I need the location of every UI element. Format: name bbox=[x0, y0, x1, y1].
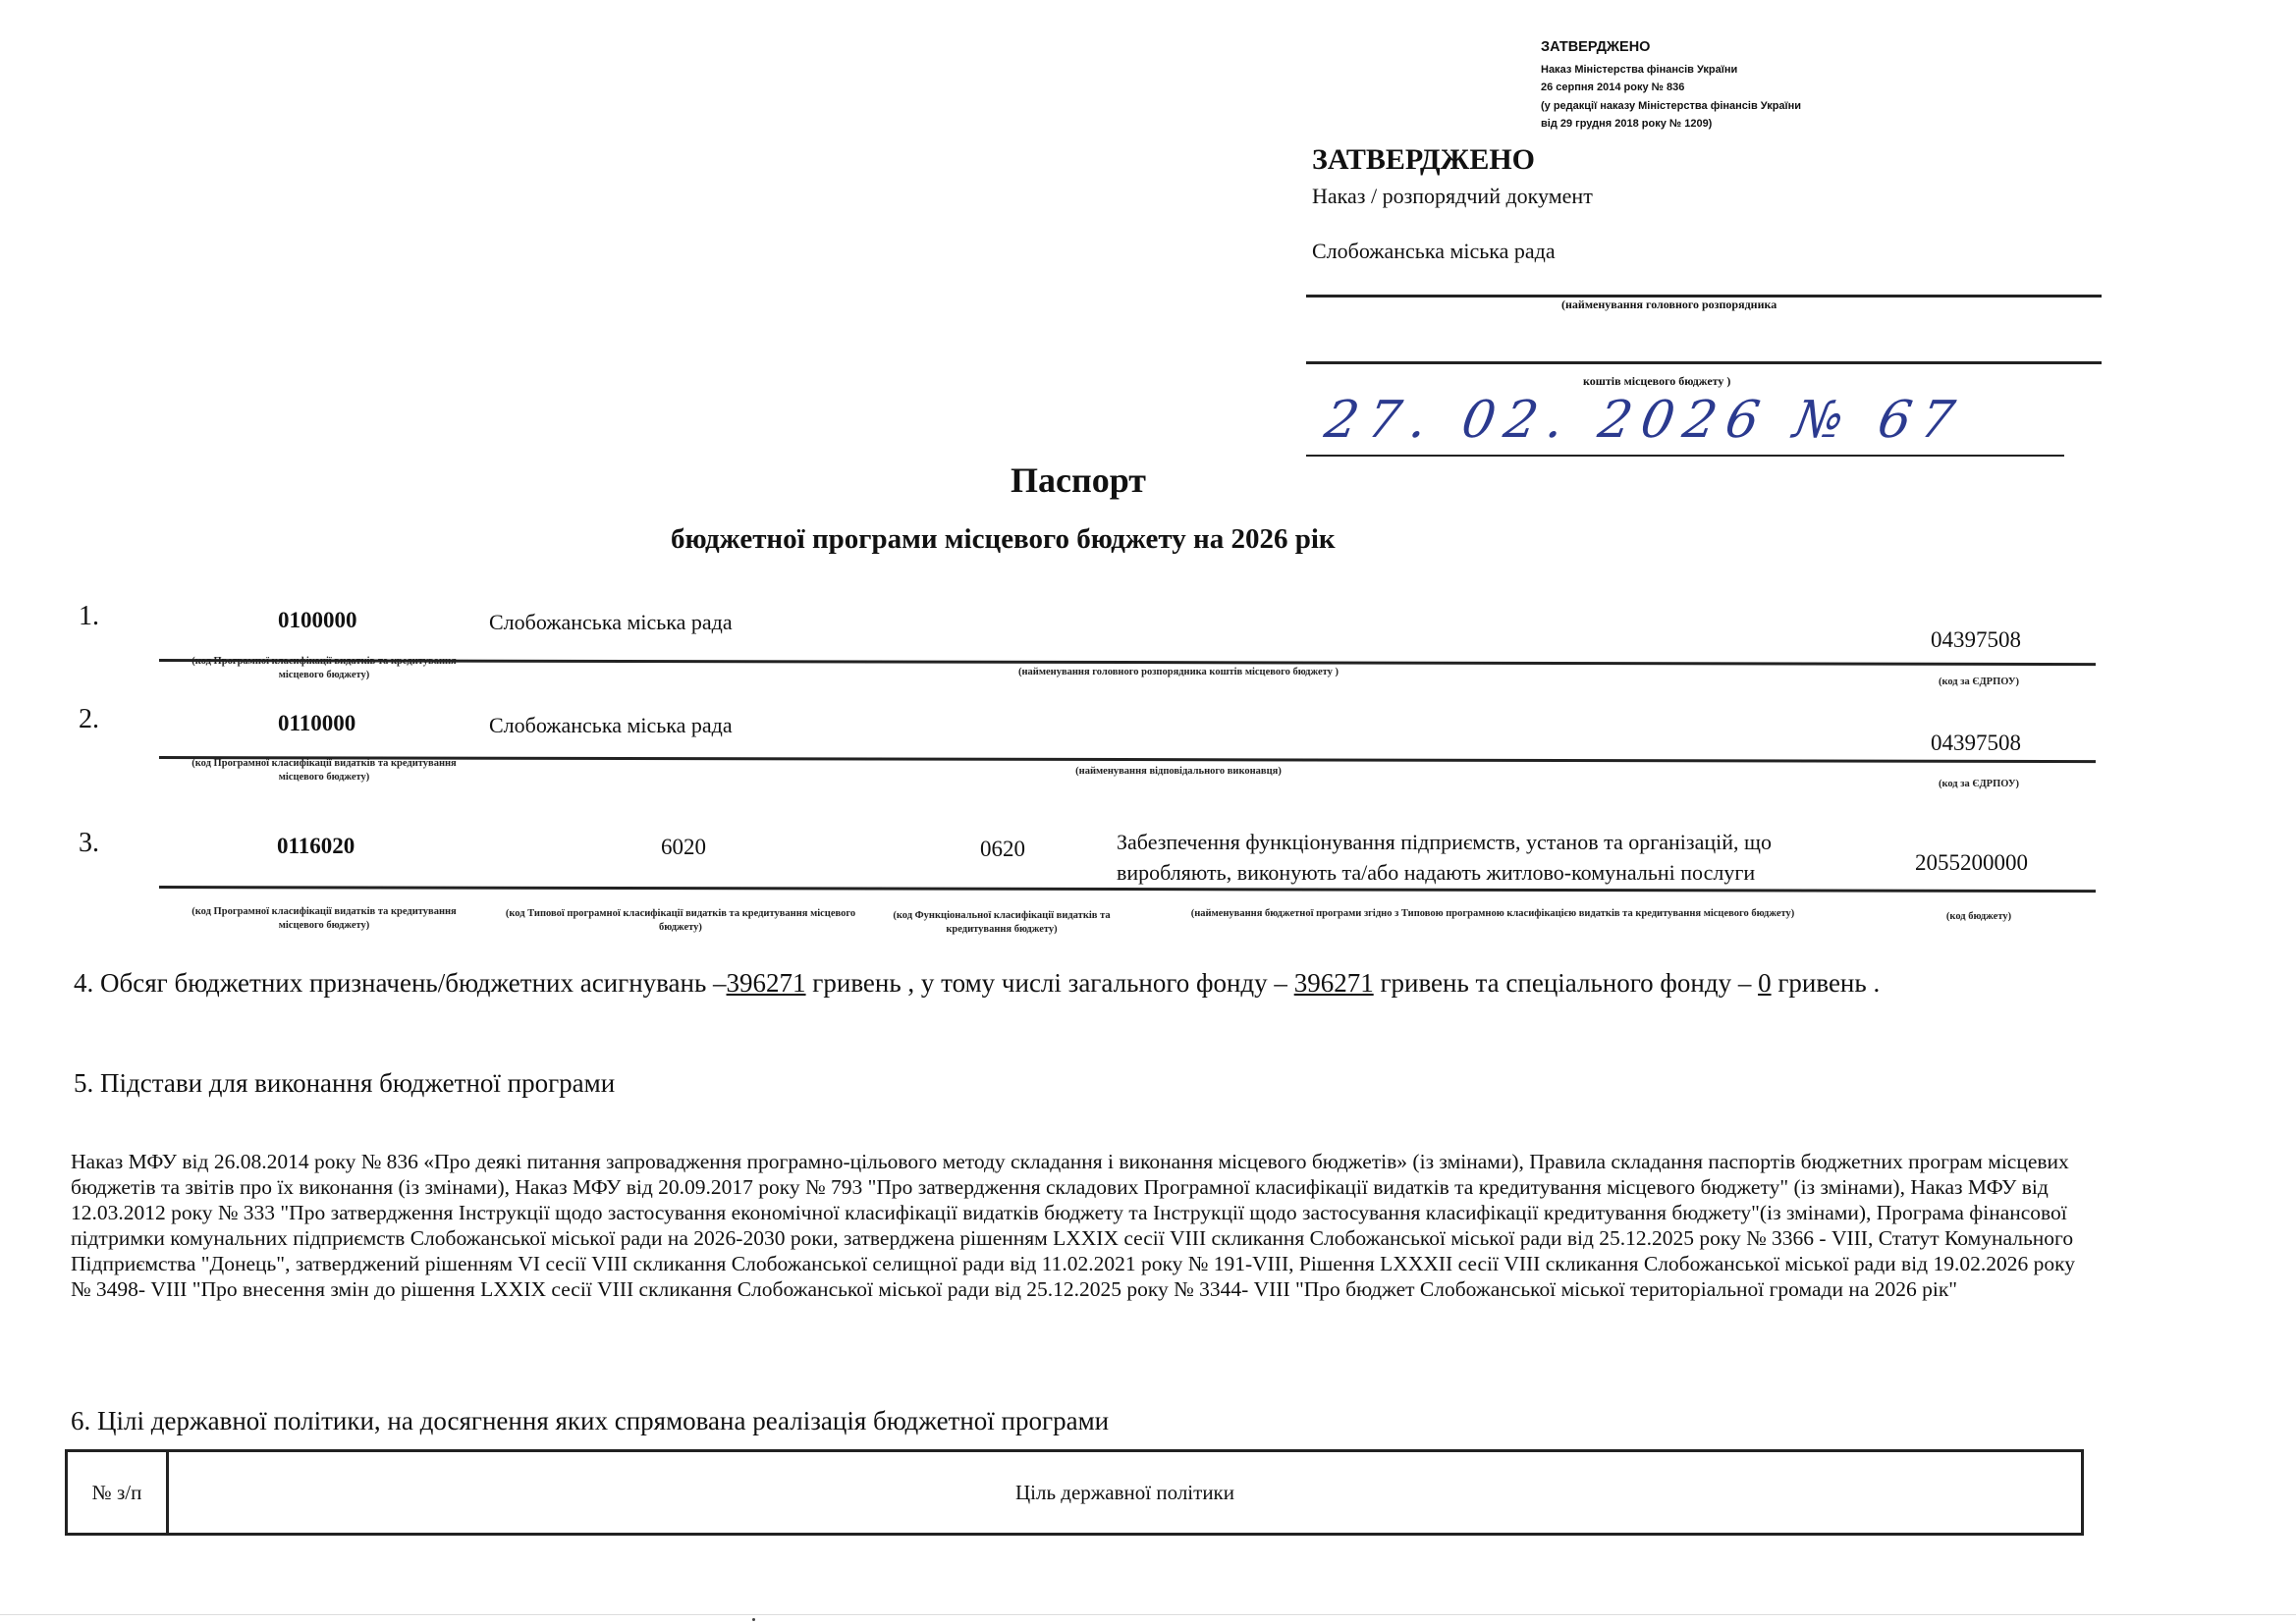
approval-title: ЗАТВЕРДЖЕНО bbox=[1312, 143, 1535, 176]
section4-text-2: гривень , у тому числі загального фонду – bbox=[805, 968, 1294, 998]
row3-name-line-2: виробляють, виконують та/або надають житлово-комунальні послуги bbox=[1117, 860, 1756, 885]
stamp-line-4: від 29 грудня 2018 року № 1209) bbox=[1541, 118, 1713, 130]
goals-col-goal: Ціль державної політики bbox=[168, 1451, 2083, 1535]
row1-number: 1. bbox=[79, 601, 99, 631]
row1-program-code: 0100000 bbox=[278, 608, 357, 632]
row2-number: 2. bbox=[79, 704, 99, 734]
page-subtitle: бюджетної програми місцевого бюджету на 2026 рік bbox=[671, 523, 1336, 555]
row2-name: Слобожанська міська рада bbox=[489, 713, 733, 737]
row3-caption-functional: (код Функціональної класифікації видатків та кредитування бюджету) bbox=[893, 910, 1111, 935]
section4-special-fund-amount: 0 bbox=[1758, 968, 1772, 998]
page-bottom-edge bbox=[0, 1614, 2296, 1615]
approval-line-3 bbox=[1306, 455, 2064, 457]
row2-program-code: 0110000 bbox=[278, 711, 356, 735]
section4-text-4: гривень . bbox=[1771, 968, 1881, 998]
row3-caption-code: (код Програмної класифікації видатків та кредитування місцевого бюджету) bbox=[191, 906, 457, 931]
approval-caption-1: (найменування головного розпорядника bbox=[1561, 298, 1777, 311]
section4-total-amount: 396271 bbox=[726, 968, 806, 998]
goals-table bbox=[65, 1449, 2084, 1536]
stamp-line-2: 26 серпня 2014 року № 836 bbox=[1541, 81, 1685, 93]
stamp-line-3: (у редакції наказу Міністерства фінансів України bbox=[1541, 100, 1802, 112]
row3-caption-name: (найменування бюджетної програми згідно з Типовою програмною класифікацією видатків та кредитування місцевого бюджету) bbox=[1190, 908, 1795, 919]
row1-caption-name: (найменування головного розпорядника коштів місцевого бюджету ) bbox=[1017, 667, 1339, 677]
section4-text-1: 4. Обсяг бюджетних призначень/бюджетних асигнувань – bbox=[74, 968, 727, 998]
goals-col-number: № з/п bbox=[67, 1451, 168, 1535]
section4-paragraph bbox=[74, 965, 2092, 1001]
row1-edrpou: 04397508 bbox=[1931, 627, 2021, 652]
row3-name-line-1: Забезпечення функціонування підприємств, установ та організацій, що bbox=[1117, 830, 1772, 854]
goals-table-header-row bbox=[67, 1451, 2083, 1535]
row3-caption-typical: (код Типової програмної класифікації видатків та кредитування місцевого бюджету) bbox=[505, 908, 856, 933]
row3-budget-code: 2055200000 bbox=[1915, 850, 2028, 875]
page-title: Паспорт bbox=[1011, 460, 1146, 500]
approval-caption-2: коштів місцевого бюджету ) bbox=[1583, 374, 1731, 388]
row2-edrpou: 04397508 bbox=[1931, 731, 2021, 755]
row2-caption-name: (найменування відповідального виконавця) bbox=[1075, 766, 1282, 777]
row3-functional-code: 0620 bbox=[980, 837, 1025, 861]
stamp-line-1: Наказ Міністерства фінансів України bbox=[1541, 64, 1738, 76]
scan-speck bbox=[752, 1618, 755, 1621]
row3-line bbox=[159, 886, 2096, 893]
section6-heading: 6. Цілі державної політики, на досягнення яких спрямована реалізація бюджетної програми bbox=[71, 1406, 1110, 1435]
handwritten-date-number: 27. 02. 2026 № 67 bbox=[1320, 391, 1969, 450]
row3-program-code: 0116020 bbox=[277, 834, 355, 858]
row2-caption-code: (код Програмної класифікації видатків та кредитування місцевого бюджету) bbox=[191, 758, 457, 783]
row3-typical-code: 6020 bbox=[661, 835, 706, 859]
section4-general-fund-amount: 396271 bbox=[1293, 968, 1374, 998]
row3-number: 3. bbox=[79, 828, 99, 858]
approval-org: Слобожанська міська рада bbox=[1312, 239, 1556, 263]
row3-caption-budget: (код бюджету) bbox=[1945, 911, 2012, 922]
section5-basis-text: Наказ МФУ від 26.08.2014 року № 836 «Про деякі питання запровадження програмно-цільового методу складання і виконання місцевого бюджетів» (із змінами), Правила складання паспортів бюджетних програм місцевих бюджетів та звітів про їх виконання (із змінами), Наказ МФУ від 20.09.2017 року № 793 "Про затвердження складових Програмної класифікації видатків та кредитування місцевого бюджету" (із змінами), Наказ МФУ від 12.03.2012 року № 333 "Про затвердження Інструкції щодо застосування економічної класифікації видатків бюджету та Інструкції щодо застосування класифікації кредитування бюджету"(із змінами), Програма фінансової підтримки комунальних підприємств Слобожанської міської ради на 2026-2030 роки, затверджена рішенням LXXIX сесії VIII скликання Слобожанської міської ради від 25.12.2025 року № 3366 - VIII, Статут Комунального Підприємства "Донець", затверджений рішенням VI сесії VIII скликання Слобожанської селищної ради від 11.02.2021 року № 191-VIII, Рішення LXXXII сесії VIII скликання Слобожанської міської ради від 19.02.2026 року № 3498- VIII "Про внесення змін до рішення LXXIX сесії VIII скликання Слобожанської міської ради від 25.12.2025 року № 3344- VIII "Про бюджет Слобожанської міської територіальної громади на 2026 рік" bbox=[71, 1150, 2075, 1301]
approval-doc: Наказ / розпорядчий документ bbox=[1312, 184, 1593, 208]
section5-heading: 5. Підстави для виконання бюджетної програми bbox=[74, 1068, 616, 1098]
section4-text-3: гривень та спеціального фонду – bbox=[1373, 968, 1759, 998]
row1-caption-edrpou: (код за ЄДРПОУ) bbox=[1938, 677, 2020, 687]
row1-name: Слобожанська міська рада bbox=[489, 610, 733, 634]
stamp-title: ЗАТВЕРДЖЕНО bbox=[1541, 39, 1651, 55]
row1-caption-code: (код Програмної класифікації видатків та кредитування місцевого бюджету) bbox=[191, 656, 457, 680]
approval-line-2 bbox=[1306, 361, 2102, 364]
row2-caption-edrpou: (код за ЄДРПОУ) bbox=[1938, 779, 2020, 789]
